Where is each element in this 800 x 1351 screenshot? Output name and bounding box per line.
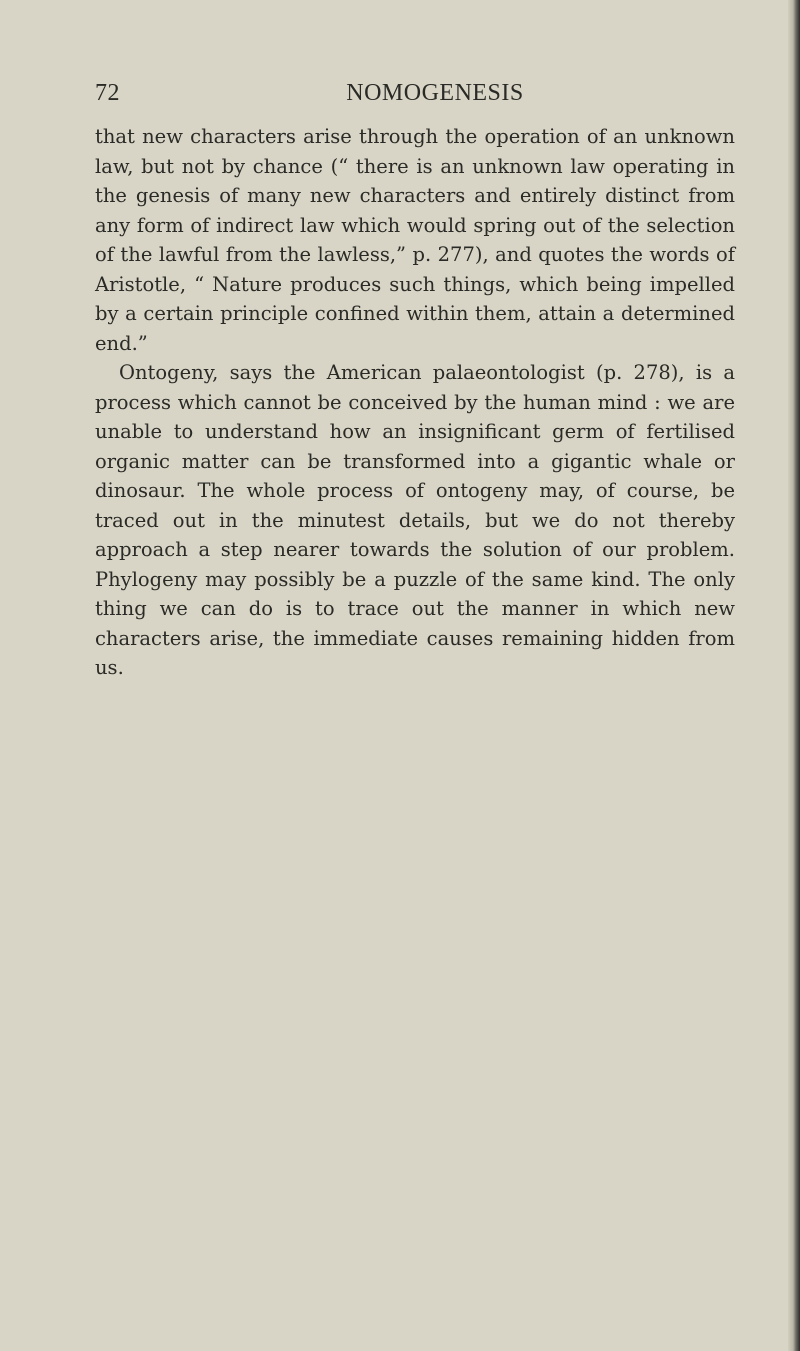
paragraph-1: that new characters arise through the operation of an unknown law, but not by chance (“ there is an unknown law operating in the genesis of many new characters and entirely distinct from any form of indirect law which would spring out of the selection of the lawful from the lawless,” p. 277), and quotes the words of Aristotle, “ Nature produces such things, which being impelled by a certain principle confined within them, attain a determined end.” [95,125,735,355]
running-title: NOMOGENESIS [346,80,524,106]
page-number: 72 [95,80,120,106]
body-text [95,122,735,683]
paragraph-2: Ontogeny, says the American palaeontologist (p. 278), is a process which cannot be conceived by the human mind : we are unable to understand how an insignificant germ of fertilised organic matter can be transformed into a gigantic whale or dinosaur. The whole process of ontogeny may, of course, be traced out in the minutest details, but we do not thereby approach a step nearer towards the solution of our problem. Phylogeny may possibly be a puzzle of the same kind. The only thing we can do is to trace out the manner in which new characters arise, the immediate causes remaining hidden from us. [95,361,735,679]
book-page [95,78,735,683]
running-head [95,78,735,108]
page-edge-shadow [788,0,800,1351]
